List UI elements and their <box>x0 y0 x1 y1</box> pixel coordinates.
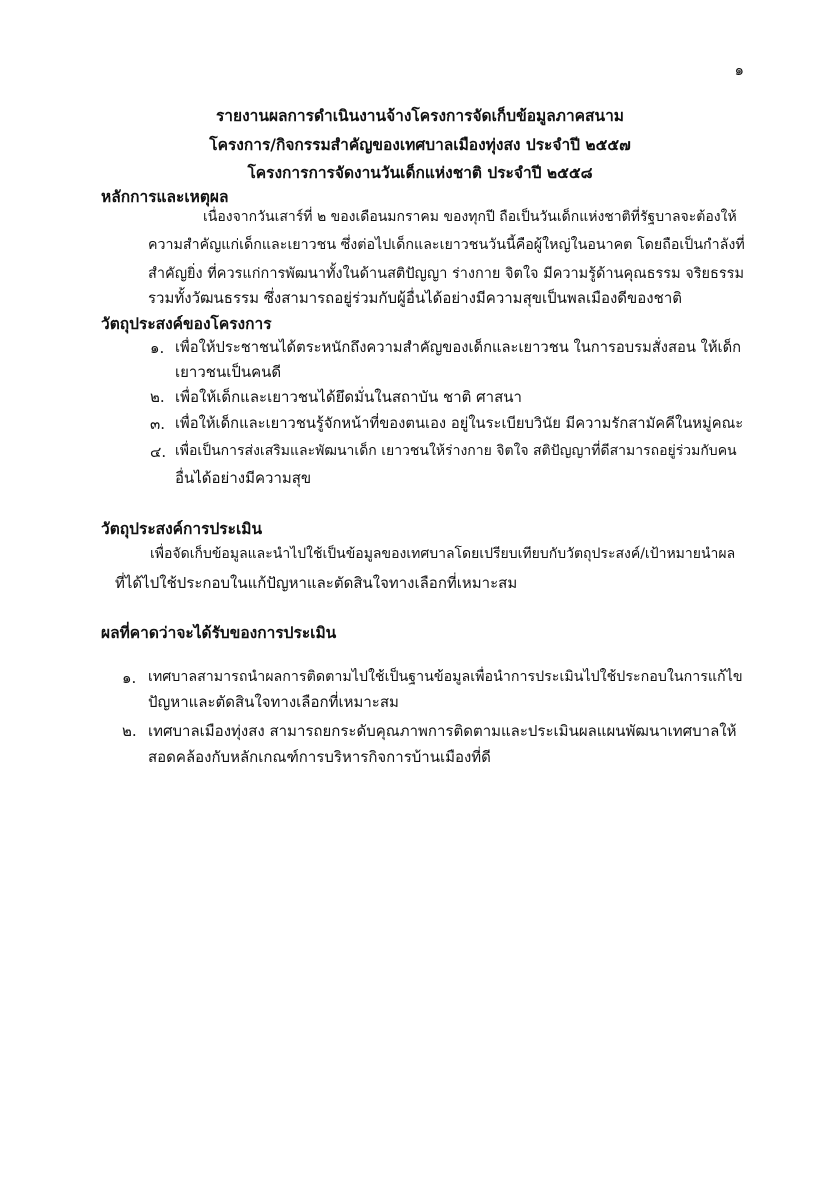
list-item: สอดคล้องกับหลักเกณฑ์การบริหารกิจการบ้านเมืองที่ดี <box>148 748 491 766</box>
rationale-line: รวมทั้งวัฒนธรรม ซึ่งสามารถอยู่ร่วมกับผู้อื่นได้อย่างมีความสุขเป็นพลเมืองดีของชาติ <box>148 289 682 307</box>
evaluation-objective-line: ที่ได้ไปใช้ประกอบในแก้ปัญหาและตัดสินใจทางเลือกที่เหมาะสม <box>115 574 518 592</box>
evaluation-objective-heading: วัตถุประสงค์การประเมิน <box>101 519 263 538</box>
list-number: ๒. <box>150 388 165 406</box>
list-number: ๓. <box>150 415 166 433</box>
title-line-3: โครงการการจัดงานวันเด็กแห่งชาติ ประจำปี ๒๕๕๘ <box>247 163 593 182</box>
rationale-line: เนื่องจากวันเสาร์ที่ ๒ ของเดือนมกราคม ของทุกปี ถือเป็นวันเด็กแห่งชาติที่รัฐบาลจะต้องให้ <box>203 209 737 225</box>
list-item: เพื่อให้ประชาชนได้ตระหนักถึงความสำคัญของเด็กและเยาวชน ในการอบรมสั่งสอน ให้เด็ก <box>175 339 742 356</box>
list-item: เยาวชนเป็นคนดี <box>175 363 282 381</box>
rationale-line: สำคัญยิ่ง ที่ควรแก่การพัฒนาทั้งในด้านสติปัญญา ร่างกาย จิตใจ มีความรู้ด้านคุณธรรม จริยธรรม <box>148 266 745 282</box>
evaluation-objective-line: เพื่อจัดเก็บข้อมูลและนำไปใช้เป็นข้อมูลของเทศบาลโดยเปรียบเทียบกับวัตถุประสงค์/เป้าหมายนำผล <box>150 546 736 562</box>
title-line-2: โครงการ/กิจกรรมสำคัญของเทศบาลเมืองทุ่งสง ประจำปี ๒๕๕๗ <box>209 135 631 154</box>
list-item: เพื่อให้เด็กและเยาวชนรู้จักหน้าที่ของตนเอง อยู่ในระเบียบวินัย มีความรักสามัคคีในหมู่คณะ <box>175 415 744 432</box>
list-number: ๑. <box>150 339 165 357</box>
rationale-heading: หลักการและเหตุผล <box>101 187 229 206</box>
list-item: เพื่อให้เด็กและเยาวชนได้ยึดมั่นในสถาบัน ชาติ ศาสนา <box>175 388 522 406</box>
title-line-1: รายงานผลการดำเนินงานจ้างโครงการจัดเก็บข้อมูลภาคสนาม <box>215 106 624 125</box>
objectives-heading: วัตถุประสงค์ของโครงการ <box>101 314 272 333</box>
list-number: ๑. <box>122 669 137 687</box>
list-number: ๒. <box>122 722 137 740</box>
page-number: ๑ <box>734 61 744 79</box>
expected-results-heading: ผลที่คาดว่าจะได้รับของการประเมิน <box>101 623 337 642</box>
list-item: เทศบาลเมืองทุ่งสง สามารถยกระดับคุณภาพการติดตามและประเมินผลแผนพัฒนาเทศบาลให้ <box>148 722 737 740</box>
list-item: เพื่อเป็นการส่งเสริมและพัฒนาเด็ก เยาวชนให้ร่างกาย จิตใจ สติปัญญาที่ดีสามารถอยู่ร่วมกับคน <box>175 443 737 459</box>
list-item: เทศบาลสามารถนำผลการติดตามไปใช้เป็นฐานข้อมูลเพื่อนำการประเมินไปใช้ประกอบในการแก้ไข <box>148 669 743 685</box>
list-item: ปัญหาและตัดสินใจทางเลือกที่เหมาะสม <box>148 693 399 711</box>
rationale-line: ความสำคัญแก่เด็กและเยาวชน ซึ่งต่อไปเด็กและเยาวชนวันนี้คือผู้ใหญ่ในอนาคต โดยถือเป็นกำลังที่ <box>148 237 745 253</box>
list-item: อื่นได้อย่างมีความสุข <box>175 469 312 487</box>
list-number: ๔. <box>150 443 167 461</box>
